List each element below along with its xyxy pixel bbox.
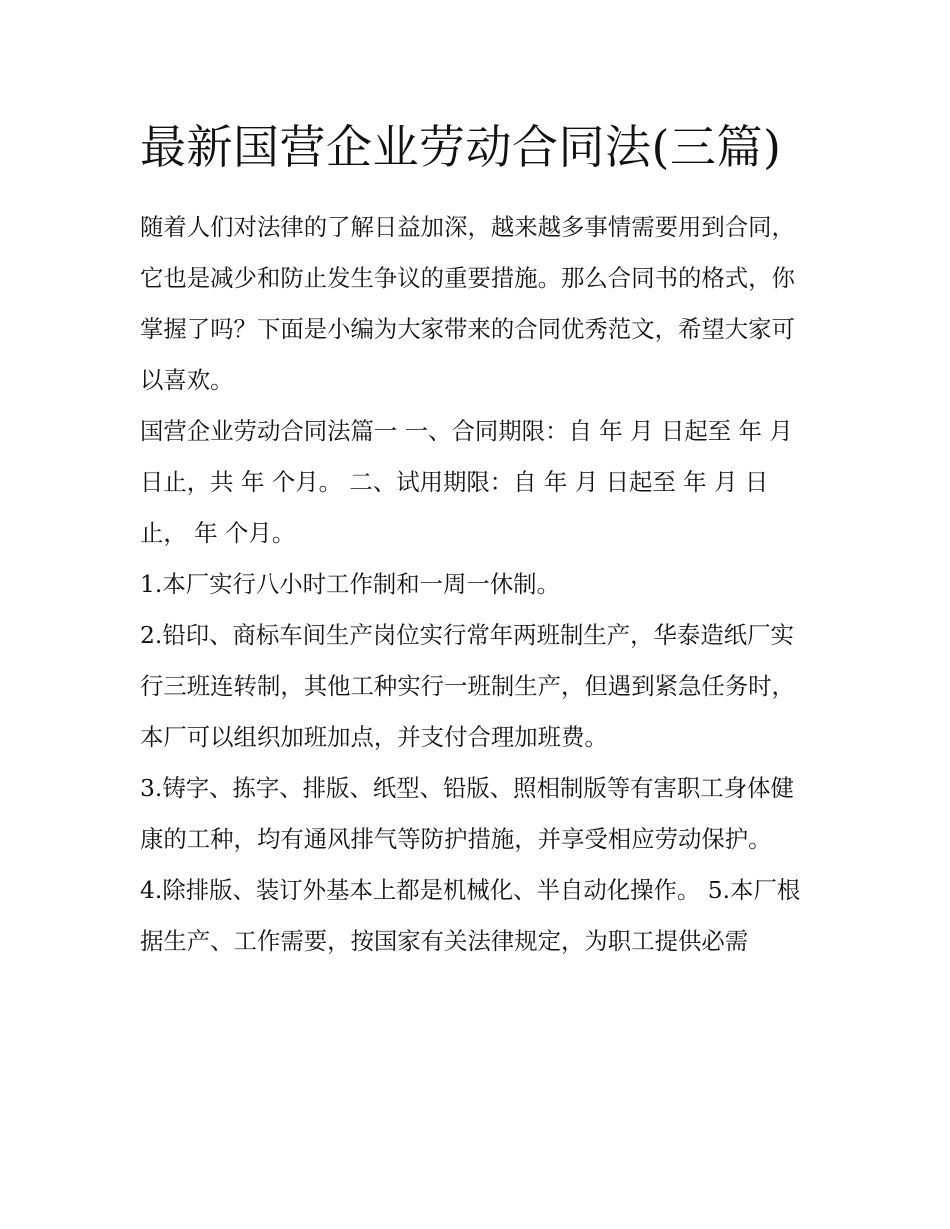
contract-term-paragraph: 国营企业劳动合同法篇一 一、合同期限：自 年 月 日起至 年 月 日止，共 年 个月。 二、试用期限：自 年 月 日起至 年 月 日止， 年 个月。 bbox=[140, 417, 793, 547]
clause-1-paragraph: 1.本厂实行八小时工作制和一周一休制。 bbox=[140, 570, 560, 598]
clause-3-paragraph: 3.铸字、拣字、排版、纸型、铅版、照相制版等有害职工身体健康的工种，均有通风排气等防护措施，并享受相应劳动保护。 bbox=[140, 774, 794, 853]
document-body bbox=[140, 202, 812, 967]
document-title: 最新国营企业劳动合同法(三篇) bbox=[140, 120, 782, 174]
document-content bbox=[140, 108, 812, 967]
clause-4-5-paragraph: 4.除排版、装订外基本上都是机械化、半自动化操作。 5.本厂根据生产、工作需要，按国家有关法律规定，为职工提供必需 bbox=[140, 876, 801, 955]
clause-2-paragraph: 2.铅印、商标车间生产岗位实行常年两班制生产，华泰造纸厂实行三班连转制，其他工种实行一班制生产，但遇到紧急任务时，本厂可以组织加班加点，并支付合理加班费。 bbox=[140, 621, 795, 751]
intro-paragraph: 随着人们对法律的了解日益加深，越来越多事情需要用到合同，它也是减少和防止发生争议的重要措施。那么合同书的格式，你掌握了吗？下面是小编为大家带来的合同优秀范文，希望大家可以喜欢。 bbox=[140, 213, 795, 394]
